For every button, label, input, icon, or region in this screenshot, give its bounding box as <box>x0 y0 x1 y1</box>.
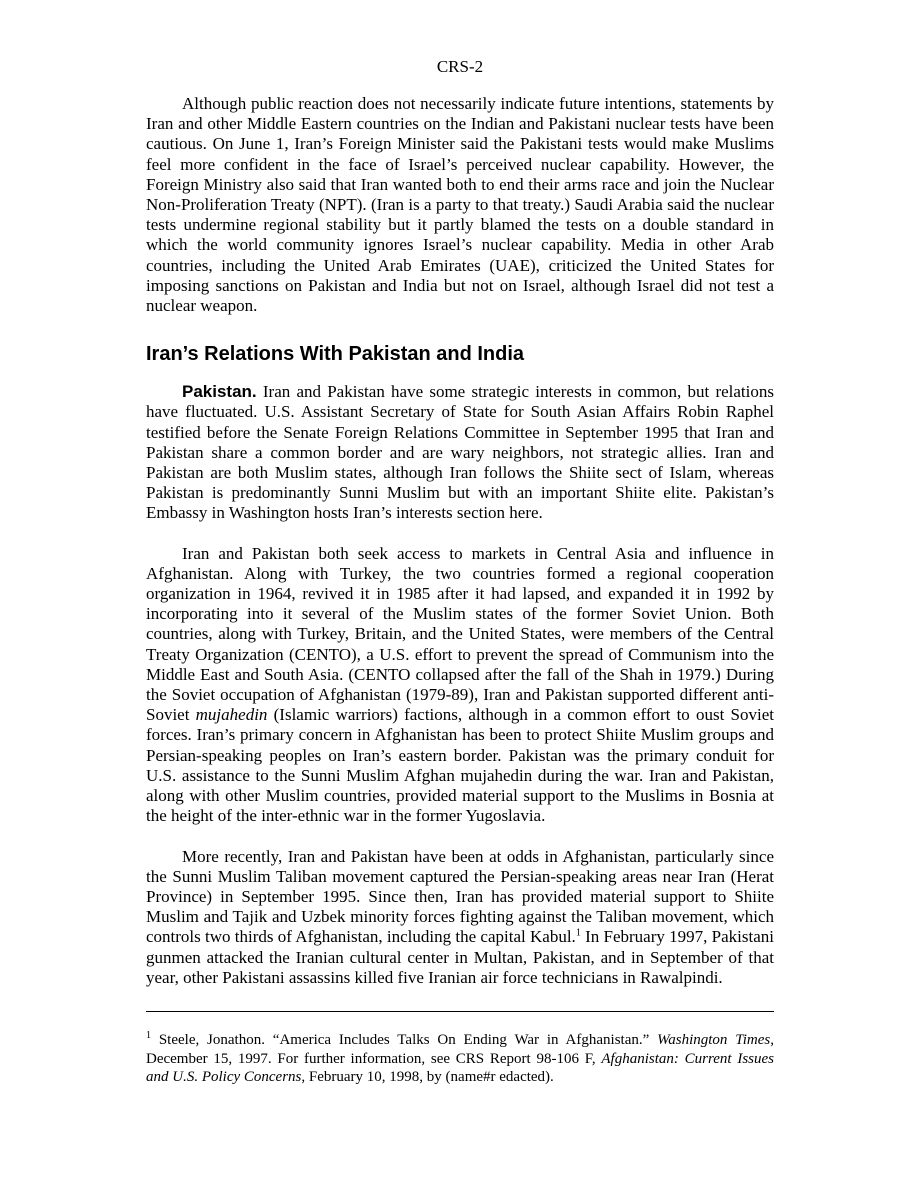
document-body <box>146 94 774 988</box>
footnote-text-c: , February 10, 1998, by (name#r edacted). <box>301 1069 554 1085</box>
footnote-text-a: Steele, Jonathon. “America Includes Talks On Ending War in Afghanistan.” <box>151 1032 658 1048</box>
footnote-marker: 1 <box>146 1030 151 1041</box>
footnote-divider <box>146 1011 774 1012</box>
central-asia-text-a: Iran and Pakistan both seek access to markets in Central Asia and influence in Afghanistan. Along with Turkey, the two countries formed a regional cooperation organization in 1964, revived it in 1985 after it had lapsed, and expanded it in 1992 by incorporating into it several of the Muslim states of the former Soviet Union. Both countries, along with Turkey, Britain, and the United States, were members of the Central Treaty Organization (CENTO), a U.S. effort to prevent the spread of Communism into the Middle East and South Asia. (CENTO collapsed after the fall of the Shah in 1979.) During the Soviet occupation of Afghanistan (1979-89), Iran and Pakistan supported different anti-Soviet <box>146 543 774 725</box>
pakistan-paragraph <box>146 382 774 523</box>
section-heading: Iran’s Relations With Pakistan and India <box>146 343 525 366</box>
footnote-text-b: , December 15, 1997. For further information, see CRS Report 98-106 F, <box>146 1032 774 1067</box>
central-asia-text-b: (Islamic warriors) factions, although in a common effort to oust Soviet forces. Iran’s primary concern in Afghanistan has been to protect Shiite Muslim groups and Persian-speaking peoples on Iran’s eastern border. Pakistan was the primary conduit for U.S. assistance to the Sunni Muslim Afghan mujahedin during the war. Iran and Pakistan, along with other Muslim countries, provided material support to the Muslims in Bosnia at the height of the inter-ethnic war in the former Yugoslavia. <box>146 705 774 826</box>
footnote <box>146 1031 774 1087</box>
intro-paragraph: Although public reaction does not necessarily indicate future intentions, statements by Iran and other Middle Eastern countries on the Indian and Pakistani nuclear tests have been cautious. On June 1, Iran’s Foreign Minister said the Pakistani tests would make Muslims feel more confident in the face of Israel’s perceived nuclear capability. However, the Foreign Ministry also said that Iran wanted both to end their arms race and join the Nuclear Non-Proliferation Treaty (NPT). (Iran is a party to that treaty.) Saudi Arabia said the nuclear tests undermine regional stability but it partly blamed the tests on a double standard in which the world community ignores Israel’s nuclear capability. Media in other Arab countries, including the United Arab Emirates (UAE), criticized the United States for imposing sanctions on Pakistan and India but not on Israel, although Israel did not test a nuclear weapon. <box>146 94 774 316</box>
taliban-text-a: More recently, Iran and Pakistan have been at odds in Afghanistan, particularly since the Sunni Muslim Taliban movement captured the Persian-speaking areas near Iran (Herat Province) in September 1995. Since then, Iran has provided material support to Shiite Muslim and Tajik and Uzbek minority forces fighting against the Taliban movement, which controls two thirds of Afghanistan, including the capital Kabul. <box>146 846 774 947</box>
taliban-paragraph <box>146 847 774 988</box>
pakistan-paragraph-text: Iran and Pakistan have some strategic interests in common, but relations have fluctuated. U.S. Assistant Secretary of State for South Asian Affairs Robin Raphel testified before the Senate Foreign Relations Committee in September 1995 that Iran and Pakistan share a common border and are wary neighbors, not strategic allies. Iran and Pakistan are both Muslim states, although Iran follows the Shiite sect of Islam, whereas Pakistan is predominantly Sunni Muslim but with an important Shiite elite. Pakistan’s Embassy in Washington hosts Iran’s interests section here. <box>146 382 774 523</box>
mujahedin-term: mujahedin <box>195 705 268 725</box>
pakistan-run-in-heading: Pakistan. <box>182 382 257 402</box>
footnote-reference[interactable]: 1 <box>575 927 581 939</box>
taliban-text-b: In February 1997, Pakistani gunmen attacked the Iranian cultural center in Multan, Pakistan, and in September of that year, other Pakistani assassins killed five Iranian air force technicians in Rawalpindi. <box>146 927 775 987</box>
footnote-report-title: Afghanistan: Current Issues and U.S. Policy Concerns <box>146 1050 774 1085</box>
footnote-publication: Washington Times <box>657 1032 771 1048</box>
page-number: CRS-2 <box>436 57 484 76</box>
central-asia-paragraph <box>146 544 774 827</box>
